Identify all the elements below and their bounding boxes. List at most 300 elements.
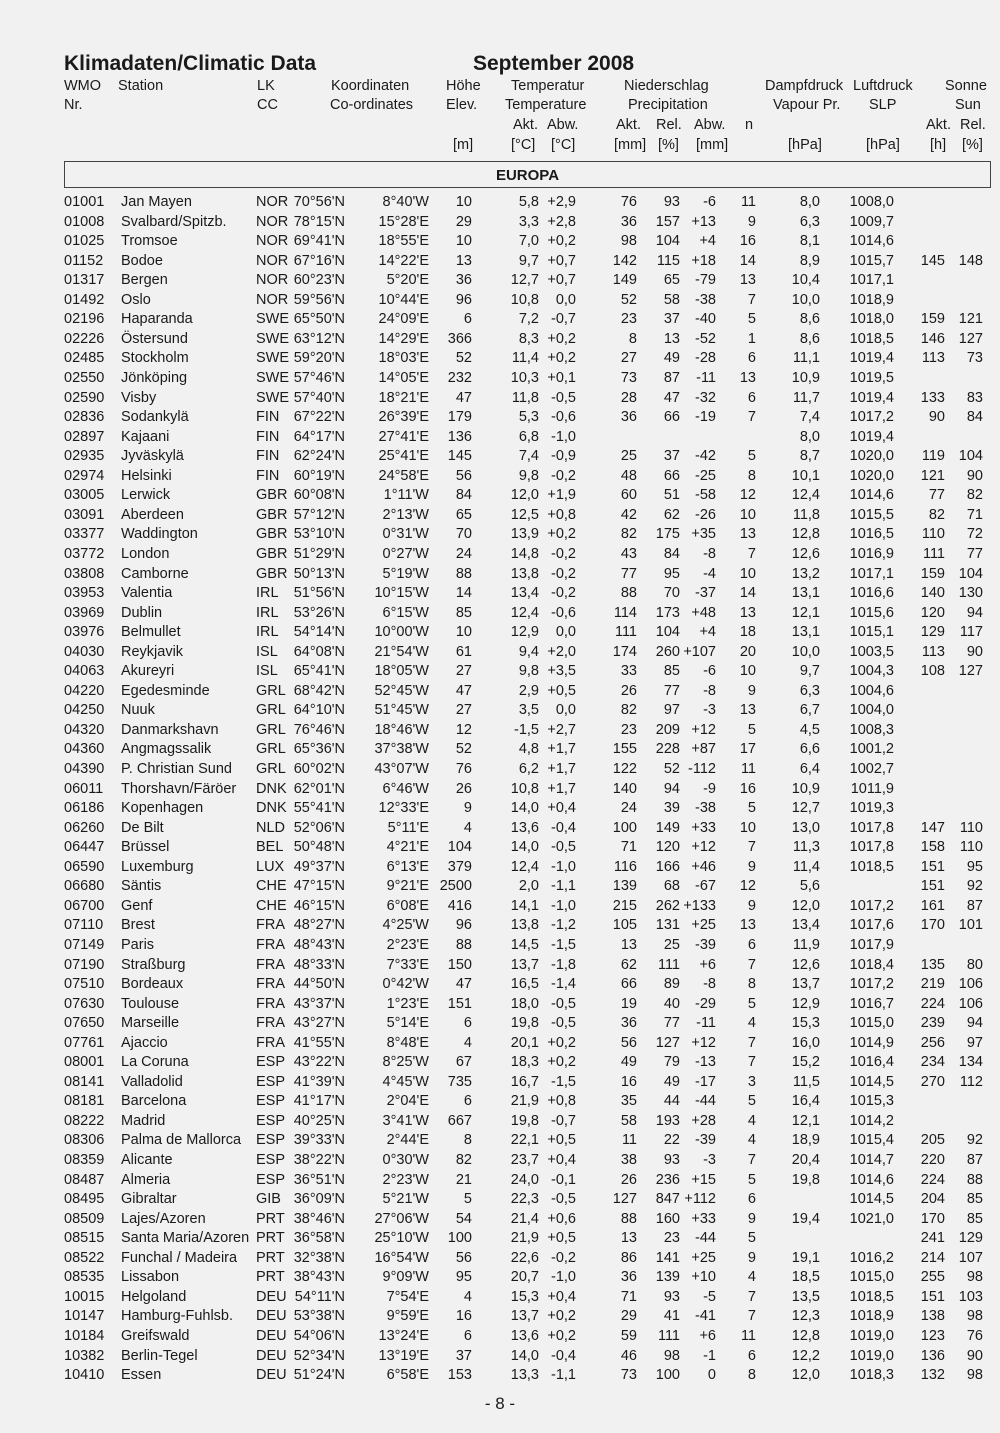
cell-vap: 11,5 [792,1073,820,1090]
cell-temp: 12,5 [510,506,539,523]
cell-station: Luxemburg [121,858,194,875]
cell-slp: 1017,8 [849,839,894,856]
cell-temp: 13,7 [510,1308,539,1325]
cell-sun-rel: 94 [966,604,983,621]
cell-station: Straßburg [121,956,186,973]
period-title: September 2008 [473,52,635,75]
cell-prec-dev: +25 [691,917,716,934]
cell-vap: 8,6 [799,330,820,347]
cell-lon: 27°06'W [374,1210,429,1227]
cell-lat: 41°39'N [293,1073,345,1090]
header-prec-akt: Akt. [616,117,641,133]
cell-station: Tromsoe [121,233,178,250]
cell-prec: 155 [612,741,637,758]
cell-vap: 12,9 [791,995,820,1012]
cell-prec-rel: 84 [663,545,680,562]
cell-lk: SWE [256,370,290,386]
cell-elev: 416 [447,897,472,914]
cell-slp: 1015,1 [849,624,894,641]
cell-elev: 4 [463,1034,472,1051]
cell-wmo: 08181 [64,1093,105,1110]
cell-lat: 43°37'N [293,995,345,1012]
cell-prec-rel: 77 [663,1015,680,1032]
cell-prec: 36 [620,1269,637,1286]
cell-temp-dev: 0,0 [555,624,576,641]
cell-prec-dev: +28 [691,1112,716,1129]
cell-lk: FRA [256,1034,285,1051]
cell-sun-rel: 117 [959,624,983,641]
cell-prec-dev: +107 [683,643,716,660]
cell-sun-rel: 82 [966,487,983,504]
cell-prec: 122 [612,761,637,777]
cell-temp-dev: +2,0 [547,643,576,660]
cell-lon: 6°13'E [386,858,429,875]
header-prec-abw: Abw. [694,117,726,133]
cell-lon: 0°42'W [382,976,429,992]
cell-vap: 11,1 [792,350,820,367]
cell-elev: 4 [463,819,472,836]
cell-station: Lerwick [121,487,171,504]
cell-prec: 13 [620,936,637,953]
cell-prec-rel: 260 [655,643,680,660]
cell-n: 5 [747,448,756,465]
cell-n: 18 [739,624,756,641]
cell-temp-dev: +0,5 [547,1132,576,1149]
header-sun-rel-unit: [%] [962,137,983,153]
cell-lk: NOR [256,272,289,289]
cell-slp: 1001,2 [849,741,894,758]
cell-elev: 26 [455,780,472,797]
cell-station: Hamburg-Fuhlsb. [121,1308,234,1325]
header-prec-unit: [mm] [614,137,647,153]
cell-prec-dev: +12 [691,839,716,856]
cell-station: Belmullet [121,624,181,641]
cell-vap: 18,9 [791,1132,820,1149]
cell-temp: 12,9 [510,624,539,641]
cell-lk: DEU [256,1347,287,1364]
cell-sun-rel: 107 [958,1249,983,1266]
cell-sun-rel: 87 [966,1152,983,1168]
header-luftdruck: Luftdruck [853,78,913,94]
cell-n: 5 [747,721,756,738]
cell-slp: 1021,0 [849,1210,894,1227]
page-number: - 8 - [484,1394,516,1413]
cell-slp: 1018,9 [849,291,894,308]
cell-elev: 14 [455,585,472,601]
cell-sun: 151 [920,1288,945,1305]
cell-lat: 41°55'N [293,1034,345,1051]
header-slp: SLP [869,97,897,113]
cell-sun: 133 [920,389,945,406]
cell-station: Waddington [121,526,198,543]
cell-vap: 11,7 [792,389,820,406]
cell-lk: SWE [256,389,290,406]
cell-station: Almeria [121,1171,171,1188]
cell-sun: 132 [920,1367,945,1383]
cell-lon: 26°39'E [378,409,429,426]
cell-station: Valladolid [121,1073,183,1090]
cell-temp-dev: +1,7 [547,780,576,797]
cell-lon: 13°24'E [378,1327,429,1344]
cell-elev: 36 [455,272,472,289]
cell-prec-rel: 77 [663,682,680,699]
cell-slp: 1017,2 [849,409,894,426]
cell-prec: 86 [620,1249,637,1266]
cell-vap: 13,1 [791,624,820,641]
cell-prec-dev: +48 [691,604,716,621]
cell-wmo: 04030 [64,643,105,660]
cell-sun: 147 [920,819,945,836]
cell-vap: 12,6 [791,545,820,562]
cell-vap: 12,7 [791,800,820,817]
header-coordinates: Co-ordinates [330,97,414,113]
cell-wmo: 07650 [64,1015,105,1032]
cell-prec-dev: -5 [703,1288,716,1305]
cell-sun-rel: 121 [958,311,983,328]
cell-temp: 18,0 [510,995,539,1012]
cell-temp-dev: +0,2 [547,330,576,347]
cell-station: Egedesminde [121,682,210,699]
cell-wmo: 08001 [64,1054,105,1071]
header-sun: Sun [955,97,981,113]
cell-vap: 8,1 [799,233,820,250]
cell-wmo: 07630 [64,995,105,1012]
cell-lk: FRA [256,936,285,953]
cell-n: 7 [747,1288,756,1305]
cell-temp: 9,7 [518,252,539,269]
cell-lk: DEU [256,1367,287,1383]
cell-sun-rel: 101 [958,917,983,934]
cell-n: 11 [740,194,756,210]
cell-temp: 9,8 [518,663,539,680]
cell-n: 9 [747,858,756,875]
cell-prec-rel: 127 [655,1034,680,1051]
cell-elev: 54 [455,1210,472,1227]
cell-prec: 11 [621,1132,637,1149]
page-title: Klimadaten/Climatic Data [64,52,317,75]
cell-n: 13 [739,917,756,934]
cell-lat: 57°40'N [293,389,345,406]
cell-sun-rel: 77 [966,545,983,562]
cell-n: 9 [747,682,756,699]
cell-prec-rel: 173 [655,604,680,621]
cell-temp-dev: +0,7 [547,252,576,269]
cell-lon: 2°23'W [382,1171,429,1188]
cell-sun: 224 [920,1171,945,1188]
cell-elev: 9 [463,800,472,817]
cell-temp-dev: +1,9 [547,487,576,504]
cell-prec-dev: +133 [683,897,716,914]
cell-sun: 170 [920,1210,945,1227]
cell-vap: 10,9 [791,370,820,386]
cell-prec-dev: -38 [695,291,716,308]
cell-prec-dev: -37 [695,585,716,601]
cell-wmo: 01492 [64,291,105,308]
cell-vap: 13,7 [791,976,820,992]
cell-vap: 13,0 [791,819,820,836]
cell-prec-dev: +12 [691,1034,716,1051]
cell-temp: 22,1 [510,1132,539,1149]
cell-sun: 204 [920,1191,945,1208]
cell-prec-rel: 87 [663,370,680,386]
cell-temp: 21,9 [510,1230,539,1247]
cell-vap: 6,6 [799,741,820,758]
cell-wmo: 10410 [64,1367,105,1383]
cell-prec-dev: -4 [703,565,716,582]
cell-sun: 135 [920,956,945,973]
cell-slp: 1014,5 [849,1073,894,1090]
cell-station: Santa Maria/Azoren [121,1230,250,1247]
cell-prec-dev: -6 [703,194,716,210]
cell-lat: 32°38'N [293,1249,345,1266]
cell-prec: 100 [612,819,637,836]
cell-prec-dev: -39 [695,936,716,953]
cell-lon: 1°23'E [386,995,429,1012]
cell-temp-dev: -0,5 [551,1191,576,1208]
header-niederschlag: Niederschlag [624,78,709,94]
cell-slp: 1014,9 [849,1034,894,1051]
cell-elev: 10 [455,233,472,250]
cell-lk: NOR [256,252,289,269]
cell-sun: 158 [920,839,945,856]
cell-vap: 6,3 [799,213,820,230]
header-elev-unit: [m] [453,137,474,153]
cell-prec-dev: -11 [696,1015,716,1032]
cell-prec: 48 [620,467,637,484]
cell-lat: 53°10'N [293,526,345,543]
cell-n: 13 [739,272,756,289]
cell-lk: GRL [256,702,286,719]
cell-sun: 140 [920,585,945,601]
cell-n: 8 [747,1367,756,1383]
cell-prec-rel: 160 [655,1210,680,1227]
cell-lat: 78°15'N [293,213,345,230]
cell-temp-dev: +2,7 [547,721,576,738]
cell-temp-dev: -0,6 [551,604,576,621]
cell-temp-dev: -0,5 [551,839,576,856]
cell-prec-rel: 22 [663,1132,680,1149]
cell-slp: 1002,7 [849,761,894,777]
cell-prec-dev: +25 [691,1249,716,1266]
cell-lon: 18°05'W [374,663,429,680]
cell-temp: 13,6 [510,819,539,836]
cell-n: 14 [739,585,756,601]
cell-lat: 53°26'N [293,604,345,621]
cell-lk: NOR [256,291,289,308]
cell-sun-rel: 98 [966,1269,983,1286]
cell-temp-dev: -1,1 [551,1367,576,1383]
cell-prec: 25 [620,448,637,465]
cell-prec-dev: -11 [696,370,716,386]
cell-station: Brest [121,917,155,934]
cell-prec-rel: 51 [663,487,680,504]
cell-n: 13 [739,370,756,386]
cell-sun-rel: 87 [966,897,983,914]
cell-lk: GBR [256,487,288,504]
cell-station: Madrid [121,1112,166,1129]
cell-station: Östersund [121,330,188,347]
cell-station: Bordeaux [121,976,184,992]
cell-prec-dev: +13 [691,213,716,230]
cell-lon: 5°20'E [386,272,429,289]
cell-lat: 36°58'N [293,1230,345,1247]
cell-sun: 224 [920,995,945,1012]
cell-lon: 7°33'E [386,956,429,973]
cell-lon: 24°58'E [378,467,429,484]
cell-wmo: 02485 [64,350,105,367]
cell-wmo: 03808 [64,565,105,582]
cell-wmo: 07149 [64,936,105,953]
cell-prec-rel: 236 [655,1171,680,1188]
cell-lon: 3°41'W [382,1112,429,1129]
cell-temp-dev: -1,5 [551,1073,576,1090]
cell-prec: 76 [620,194,637,210]
cell-station: Kopenhagen [121,800,204,817]
cell-station: Lajes/Azoren [121,1210,206,1227]
cell-wmo: 03772 [64,545,105,562]
cell-wmo: 03976 [64,624,105,641]
cell-elev: 6 [463,1327,472,1344]
cell-slp: 1011,9 [850,780,894,797]
header-temp-dev-unit: [°C] [551,137,576,153]
cell-slp: 1015,6 [849,604,894,621]
cell-vap: 12,3 [791,1308,820,1325]
cell-prec-rel: 49 [663,350,680,367]
header-cc: CC [257,97,278,113]
cell-slp: 1015,0 [849,1269,894,1286]
cell-slp: 1014,6 [849,1171,894,1188]
cell-lon: 6°46'W [382,780,429,797]
cell-lk: DEU [256,1288,287,1305]
cell-elev: 47 [455,389,472,406]
header-vapour-pressure: Vapour Pr. [773,97,841,113]
cell-elev: 21 [455,1171,472,1188]
cell-lon: 8°40'W [382,194,429,210]
cell-lat: 51°24'N [293,1367,345,1383]
cell-elev: 27 [455,702,472,719]
cell-station: Angmagssalik [121,741,212,758]
cell-lon: 51°45'W [374,702,429,719]
cell-prec: 58 [620,1112,637,1129]
cell-station: Greifswald [121,1327,190,1344]
cell-prec-dev: +12 [691,721,716,738]
cell-prec: 60 [620,487,637,504]
cell-slp: 1017,6 [849,917,894,934]
cell-prec-rel: 49 [663,1073,680,1090]
cell-slp: 1015,3 [849,1093,894,1110]
cell-prec-rel: 93 [663,1288,680,1305]
cell-slp: 1019,4 [849,350,894,367]
cell-slp: 1004,6 [849,682,894,699]
cell-prec-dev: +6 [699,956,716,973]
cell-vap: 10,0 [791,291,820,308]
cell-lat: 53°38'N [293,1308,345,1325]
cell-wmo: 03005 [64,487,105,504]
cell-lat: 48°43'N [293,936,345,953]
cell-prec-dev: -41 [695,1308,716,1325]
cell-lat: 54°06'N [293,1327,345,1344]
cell-elev: 10 [455,624,472,641]
cell-vap: 12,1 [791,1112,820,1129]
cell-temp-dev: +0,7 [547,272,576,289]
cell-temp-dev: +0,4 [547,1152,576,1168]
cell-temp: 6,2 [518,761,539,777]
cell-prec: 36 [620,213,637,230]
cell-temp: 12,7 [510,272,539,289]
cell-elev: 52 [455,350,472,367]
cell-wmo: 06011 [64,780,104,797]
cell-vap: 18,5 [791,1269,820,1286]
cell-sun: 136 [920,1347,945,1364]
cell-temp-dev: -0,4 [551,819,576,836]
cell-sun-rel: 84 [966,409,983,426]
cell-lat: 51°29'N [293,545,345,562]
cell-prec-dev: -28 [695,350,716,367]
cell-temp: 16,5 [510,976,539,992]
cell-prec: 88 [620,1210,637,1227]
cell-temp: 5,8 [518,194,539,210]
cell-prec-rel: 39 [663,800,680,817]
cell-lon: 7°54'E [386,1288,429,1305]
cell-sun: 145 [920,252,945,269]
cell-prec: 66 [620,976,637,992]
cell-lat: 54°11'N [294,1288,345,1305]
cell-wmo: 01008 [64,213,105,230]
cell-temp: 6,8 [518,428,539,445]
cell-elev: 85 [455,604,472,621]
cell-lk: FRA [256,956,285,973]
cell-lk: NOR [256,233,289,250]
cell-wmo: 04250 [64,702,105,719]
cell-temp: 13,9 [510,526,539,543]
cell-slp: 1019,0 [849,1327,894,1344]
cell-slp: 1019,5 [849,370,894,386]
cell-wmo: 04390 [64,761,105,777]
cell-n: 5 [747,1093,756,1110]
cell-prec-rel: 104 [655,624,680,641]
cell-prec-rel: 193 [655,1112,680,1129]
cell-temp-dev: +2,9 [547,194,576,210]
cell-sun: 120 [920,604,945,621]
cell-station: Stockholm [121,350,189,367]
cell-n: 3 [747,1073,756,1090]
cell-prec-rel: 93 [663,194,680,210]
cell-temp: 7,2 [518,311,539,328]
cell-prec-dev: -3 [703,1152,716,1168]
cell-sun-rel: 92 [966,878,983,895]
cell-temp-dev: -0,2 [551,545,576,562]
cell-vap: 12,6 [791,956,820,973]
cell-sun-rel: 94 [966,1015,983,1032]
section-label: EUROPA [495,167,560,184]
cell-prec-rel: 65 [663,272,680,289]
cell-station: Helgoland [121,1288,187,1305]
cell-lk: DNK [256,780,287,797]
cell-prec-rel: 175 [655,526,680,543]
cell-n: 8 [747,976,756,992]
cell-wmo: 01152 [64,252,104,269]
cell-lon: 9°09'W [382,1269,429,1286]
cell-lon: 14°05'E [378,370,429,386]
cell-temp-dev: +0,4 [547,800,576,817]
cell-prec-dev: -58 [695,487,716,504]
cell-lon: 6°58'E [386,1367,429,1383]
cell-prec-dev: -17 [695,1073,716,1090]
cell-prec-rel: 98 [663,1347,680,1364]
cell-wmo: 10015 [64,1288,105,1305]
cell-elev: 96 [455,291,472,308]
cell-prec: 29 [620,1308,637,1325]
